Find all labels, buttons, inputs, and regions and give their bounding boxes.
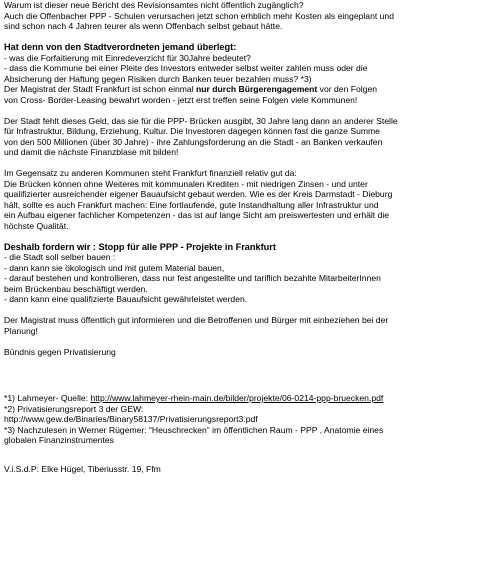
- money-line: und damit die nächste Finanzblase mit bilden!: [4, 147, 179, 157]
- intro-line: Auch die Offenbacher PPP - Schulen verursachen jetzt schon erhblich mehr Kosten als eingeplant und: [4, 10, 394, 21]
- intro-paragraph: [4, 0, 478, 32]
- closing-paragraph: [4, 315, 478, 336]
- demand-item: beim Brückenbau beschäftigt werden.: [4, 283, 148, 294]
- compare-line: Die Brücken können ohne Weiteres mit kommunalen Krediten - mit niedrigen Zinsen - und unter: [4, 178, 368, 189]
- demand-item: - darauf bestehen und kontrollieren, dass nur fest angestellte und tariflich bezahlte MitarbeiterInnen: [4, 273, 381, 283]
- magistrat-text: vor den Folgen: [317, 84, 378, 94]
- footnotes: [4, 393, 478, 446]
- footnote-2: *2) Privatisierungsreport 3 der GEW:: [4, 403, 144, 414]
- question-line: - dass die Kommune bei einer Pleite des Investors entweder selbst weiter zahlen muss oder die: [4, 63, 368, 73]
- demand-item: - dann kann eine qualifizierte Bauaufsicht gewährleistet werden.: [4, 294, 248, 304]
- compare-line: qualifizierter ausreichender eigener Bauaufsicht gebaut werden. Wie es der Kreis Darmstadt - Dieburg: [4, 189, 393, 199]
- magistrat-emphasis: nur durch Bürgerengagement: [196, 84, 318, 94]
- intro-line: Warum ist dieser neue Bericht des Revisionsamtes nicht öffentlich zugänglich?: [4, 0, 304, 10]
- closing-line: Planung!: [4, 325, 38, 336]
- compare-line: Im Gegensatz zu anderen Kommunen steht Frankfurt finanziell relativ gut da:: [4, 168, 297, 178]
- demands-section: [4, 242, 478, 305]
- question-line: - was die Forfaitierung mit Einredeverzicht für 30Jahre bedeutet?: [4, 52, 251, 63]
- intro-line: sind schon nach 4 Jahren teurer als wenn Offenbach selbst gebaut hätte.: [4, 21, 283, 31]
- magistrat-text: Der Magistrat der Stadt Frankfurt ist schon einmal: [4, 84, 196, 94]
- compare-line: hält, sollte es auch Frankfurt machen: Eine fortlaufende, gute Instandhaltung aller Infrastruktur und: [4, 199, 379, 210]
- footnote-1: [4, 393, 478, 404]
- money-line: für Infrastruktur, Bildung, Erziehung, Kultur. Die Investoren dagegen können fast die ganze Summe: [4, 126, 380, 136]
- signature-line: V.i.S.d.P: Elke Hügel, Tiberiusstr. 19, Ffm: [4, 463, 161, 474]
- footnote-3-cont: globalen Finanzinstrumentes: [4, 435, 114, 445]
- compare-paragraph: [4, 168, 478, 231]
- question-section: [4, 42, 478, 105]
- lahmeyer-link[interactable]: http://www.lahmeyer-rhein-main.de/bilder/projekte/06-0214-ppp-bruecken.pdf: [90, 393, 384, 403]
- gew-link[interactable]: http://www.gew.de/Binaries/Binary58137/Privatisierungsreport3.pdf: [4, 414, 258, 424]
- imprint: [4, 464, 478, 475]
- question-heading: Hat denn von den Stadtverordneten jemand überlegt:: [4, 42, 237, 52]
- magistrat-line: von Cross- Border-Leasing bewahrt worden - jetzt erst treffen seine Folgen viele Kommunen!: [4, 94, 358, 105]
- demand-item: - die Stadt soll selber bauen :: [4, 252, 116, 262]
- demands-heading: Deshalb fordern wir : Stopp für alle PPP - Projekte in Frankfurt: [4, 241, 276, 252]
- demand-item: - dann kann sie ökologisch und mit gutem Material bauen,: [4, 262, 225, 273]
- compare-line: höchste Qualität.: [4, 220, 69, 231]
- money-line: von den 500 Millionen (über 30 Jahre) - ihre Zahlungsforderung an die Stadt - an Banken verkaufen: [4, 136, 383, 147]
- alliance-label: Bündnis gegen Privatisierung: [4, 346, 116, 357]
- money-paragraph: [4, 116, 478, 158]
- money-line: Der Stadt fehlt dieses Geld, das sie für die PPP- Brücken ausgibt, 30 Jahre lang dann an anderer Stelle: [4, 115, 398, 126]
- footnote-3: *3) Nachzulesen in Werner Rügemer: “Heuschrecken“ im öffentlichen Raum - PPP , Anatomie eines: [4, 424, 384, 435]
- alliance-name: [4, 347, 478, 358]
- question-line: Absicherung der Haftung gegen Risiken durch Banken teuer bezahlen muss? *3): [4, 73, 312, 84]
- magistrat-line: [4, 84, 478, 95]
- compare-line: ein Aufbau eigener fachlicher Kompetenzen - das ist auf lange Sicht am preiswertesten und erhält die: [4, 210, 390, 220]
- closing-line: Der Magistrat muss öffentlich gut informieren und die Betroffenen und Bürger mit einbeziehen bei der: [4, 315, 389, 325]
- flyer-document: [4, 0, 478, 474]
- footnote-label: *1) Lahmeyer- Quelle:: [4, 393, 91, 403]
